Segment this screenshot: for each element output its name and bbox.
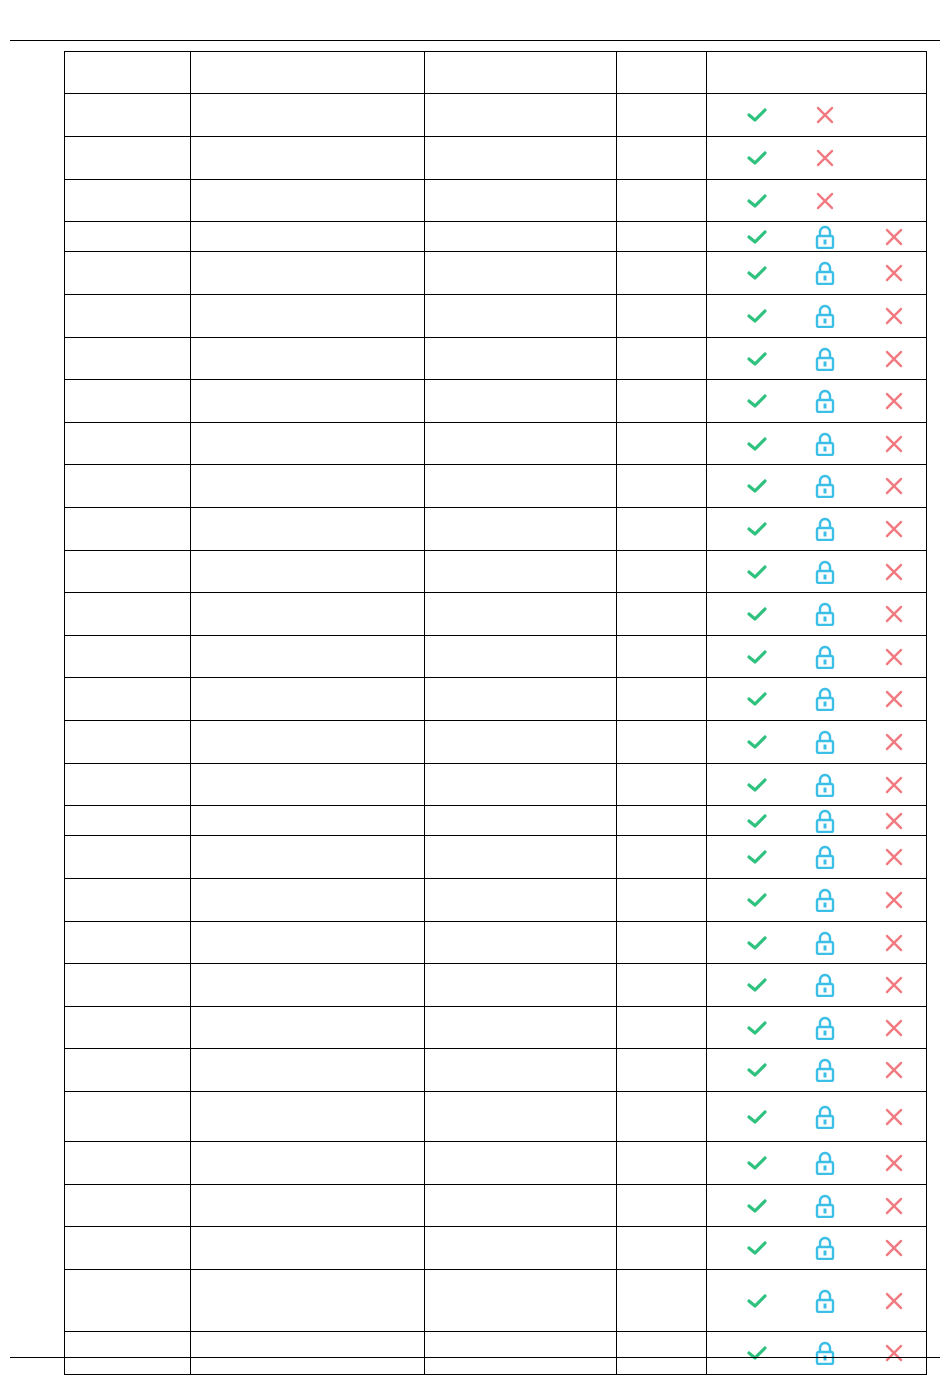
table-body — [65, 94, 927, 1375]
column-header — [707, 52, 927, 94]
close-icon[interactable] — [884, 933, 904, 953]
table-cell — [191, 222, 425, 252]
actions-cell — [707, 508, 927, 551]
check-icon[interactable] — [747, 193, 767, 209]
check-icon[interactable] — [747, 308, 767, 324]
check-icon[interactable] — [747, 935, 767, 951]
check-icon[interactable] — [747, 351, 767, 367]
check-icon[interactable] — [747, 521, 767, 537]
table-cell — [191, 1092, 425, 1142]
close-icon[interactable] — [815, 105, 835, 125]
table-cell — [191, 1185, 425, 1227]
table-cell — [425, 1227, 617, 1270]
close-icon[interactable] — [815, 148, 835, 168]
table-row — [65, 922, 927, 964]
lock-icon[interactable] — [815, 645, 835, 669]
check-icon[interactable] — [747, 393, 767, 409]
close-icon[interactable] — [884, 306, 904, 326]
table-row — [65, 137, 927, 180]
table-row — [65, 551, 927, 593]
lock-icon[interactable] — [815, 773, 835, 797]
lock-icon[interactable] — [815, 1289, 835, 1313]
table-cell — [617, 551, 707, 593]
table-row — [65, 678, 927, 721]
close-icon[interactable] — [884, 562, 904, 582]
table-cell — [425, 721, 617, 764]
actions-cell — [707, 338, 927, 380]
table-cell — [191, 1332, 425, 1375]
check-icon[interactable] — [747, 1198, 767, 1214]
close-icon[interactable] — [815, 191, 835, 211]
close-icon[interactable] — [884, 811, 904, 831]
table-row — [65, 879, 927, 922]
table-cell — [191, 295, 425, 338]
table-cell — [191, 1227, 425, 1270]
table-cell — [617, 836, 707, 879]
table-cell — [617, 222, 707, 252]
table-cell — [617, 678, 707, 721]
actions-cell — [707, 295, 927, 338]
check-icon[interactable] — [747, 1345, 767, 1361]
lock-icon[interactable] — [815, 888, 835, 912]
table-cell — [65, 593, 191, 636]
actions-cell — [707, 252, 927, 295]
table-cell — [617, 338, 707, 380]
table-row — [65, 1227, 927, 1270]
lock-icon[interactable] — [815, 1194, 835, 1218]
close-icon[interactable] — [884, 975, 904, 995]
table-cell — [425, 764, 617, 806]
table-cell — [191, 1007, 425, 1049]
table-cell — [65, 836, 191, 879]
actions-cell — [707, 551, 927, 593]
table-cell — [65, 508, 191, 551]
table-cell — [191, 508, 425, 551]
table-cell — [425, 551, 617, 593]
check-icon[interactable] — [747, 691, 767, 707]
table-cell — [425, 1185, 617, 1227]
table-cell — [191, 423, 425, 465]
table-cell — [425, 252, 617, 295]
check-icon[interactable] — [747, 777, 767, 793]
actions-cell — [707, 764, 927, 806]
table-cell — [425, 1270, 617, 1332]
table-cell — [617, 137, 707, 180]
table-cell — [65, 1142, 191, 1185]
lock-icon[interactable] — [815, 687, 835, 711]
table-cell — [425, 1332, 617, 1375]
table-cell — [65, 222, 191, 252]
lock-icon[interactable] — [815, 931, 835, 955]
table-row — [65, 964, 927, 1007]
table-cell — [617, 1092, 707, 1142]
table-cell — [191, 764, 425, 806]
table-cell — [425, 222, 617, 252]
actions-cell — [707, 1185, 927, 1227]
actions-cell — [707, 1049, 927, 1092]
table-cell — [425, 678, 617, 721]
table-row — [65, 465, 927, 508]
check-icon[interactable] — [747, 150, 767, 166]
table-cell — [191, 137, 425, 180]
close-icon[interactable] — [884, 434, 904, 454]
table-cell — [191, 721, 425, 764]
lock-icon[interactable] — [815, 1341, 835, 1365]
table-row — [65, 94, 927, 137]
table-cell — [617, 1227, 707, 1270]
table-cell — [191, 380, 425, 423]
table-cell — [617, 252, 707, 295]
table-cell — [425, 380, 617, 423]
table-cell — [617, 465, 707, 508]
table-row — [65, 222, 927, 252]
table-cell — [191, 252, 425, 295]
lock-icon[interactable] — [815, 474, 835, 498]
table-cell — [617, 1185, 707, 1227]
close-icon[interactable] — [884, 775, 904, 795]
check-icon[interactable] — [747, 229, 767, 245]
table-cell — [425, 137, 617, 180]
close-icon[interactable] — [884, 1060, 904, 1080]
table-cell — [425, 636, 617, 678]
table-cell — [65, 1049, 191, 1092]
table-row — [65, 1332, 927, 1375]
table-cell — [425, 1007, 617, 1049]
table-cell — [617, 295, 707, 338]
check-icon[interactable] — [747, 107, 767, 123]
table-cell — [191, 465, 425, 508]
close-icon[interactable] — [884, 1291, 904, 1311]
table-cell — [425, 295, 617, 338]
table-cell — [425, 1142, 617, 1185]
table-row — [65, 1007, 927, 1049]
table-cell — [617, 380, 707, 423]
lock-icon[interactable] — [815, 261, 835, 285]
lock-icon[interactable] — [815, 304, 835, 328]
actions-cell — [707, 222, 927, 252]
lock-icon[interactable] — [815, 809, 835, 833]
close-icon[interactable] — [884, 391, 904, 411]
table-cell — [65, 252, 191, 295]
table-row — [65, 338, 927, 380]
actions-cell — [707, 1270, 927, 1332]
table-cell — [65, 1227, 191, 1270]
table-cell — [425, 180, 617, 222]
close-icon[interactable] — [884, 604, 904, 624]
table-cell — [617, 764, 707, 806]
table-cell — [65, 922, 191, 964]
lock-icon[interactable] — [815, 845, 835, 869]
actions-cell — [707, 1142, 927, 1185]
table-cell — [65, 636, 191, 678]
table-cell — [425, 1092, 617, 1142]
table-cell — [617, 180, 707, 222]
check-icon[interactable] — [747, 1240, 767, 1256]
table-cell — [65, 764, 191, 806]
close-icon[interactable] — [884, 1343, 904, 1363]
close-icon[interactable] — [884, 263, 904, 283]
check-icon[interactable] — [747, 1020, 767, 1036]
lock-icon[interactable] — [815, 1236, 835, 1260]
table-row — [65, 1270, 927, 1332]
actions-cell — [707, 678, 927, 721]
table-cell — [617, 423, 707, 465]
actions-cell — [707, 964, 927, 1007]
close-icon[interactable] — [884, 349, 904, 369]
check-icon[interactable] — [747, 265, 767, 281]
lock-icon[interactable] — [815, 1058, 835, 1082]
table-row — [65, 593, 927, 636]
close-icon[interactable] — [884, 732, 904, 752]
table-cell — [191, 593, 425, 636]
table-cell — [425, 806, 617, 836]
table-row — [65, 636, 927, 678]
table-cell — [617, 508, 707, 551]
table-cell — [617, 636, 707, 678]
table-cell — [65, 964, 191, 1007]
table-row — [65, 180, 927, 222]
table-cell — [65, 94, 191, 137]
table-cell — [65, 1092, 191, 1142]
check-icon[interactable] — [747, 1062, 767, 1078]
actions-cell — [707, 806, 927, 836]
table-row — [65, 1185, 927, 1227]
actions-cell — [707, 465, 927, 508]
close-icon[interactable] — [884, 1018, 904, 1038]
close-icon[interactable] — [884, 227, 904, 247]
lock-icon[interactable] — [815, 432, 835, 456]
actions-cell — [707, 380, 927, 423]
table-cell — [65, 551, 191, 593]
check-icon[interactable] — [747, 478, 767, 494]
table-cell — [65, 678, 191, 721]
close-icon[interactable] — [884, 1107, 904, 1127]
table-cell — [65, 1270, 191, 1332]
actions-cell — [707, 836, 927, 879]
actions-cell — [707, 1092, 927, 1142]
table-cell — [191, 1270, 425, 1332]
table-cell — [65, 380, 191, 423]
table-cell — [191, 338, 425, 380]
footer-rule — [10, 1357, 940, 1358]
actions-cell — [707, 1332, 927, 1375]
table-cell — [425, 836, 617, 879]
column-header — [425, 52, 617, 94]
actions-cell — [707, 94, 927, 137]
column-header — [65, 52, 191, 94]
lock-icon[interactable] — [815, 1016, 835, 1040]
table-cell — [191, 551, 425, 593]
table-cell — [425, 879, 617, 922]
close-icon[interactable] — [884, 647, 904, 667]
table-cell — [425, 593, 617, 636]
actions-cell — [707, 593, 927, 636]
data-table — [64, 51, 927, 1375]
check-icon[interactable] — [747, 1109, 767, 1125]
table-cell — [617, 1142, 707, 1185]
lock-icon[interactable] — [815, 973, 835, 997]
lock-icon[interactable] — [815, 560, 835, 584]
actions-cell — [707, 922, 927, 964]
close-icon[interactable] — [884, 519, 904, 539]
table-cell — [191, 1142, 425, 1185]
check-icon[interactable] — [747, 436, 767, 452]
table-cell — [191, 1049, 425, 1092]
table-row — [65, 252, 927, 295]
table-cell — [425, 1049, 617, 1092]
check-icon[interactable] — [747, 813, 767, 829]
table-row — [65, 508, 927, 551]
table-row — [65, 380, 927, 423]
table-cell — [65, 806, 191, 836]
close-icon[interactable] — [884, 476, 904, 496]
table-row — [65, 806, 927, 836]
actions-cell — [707, 137, 927, 180]
lock-icon[interactable] — [815, 225, 835, 249]
actions-cell — [707, 1007, 927, 1049]
table-cell — [425, 508, 617, 551]
table-cell — [65, 180, 191, 222]
actions-cell — [707, 1227, 927, 1270]
table-cell — [65, 721, 191, 764]
table-row — [65, 423, 927, 465]
column-header — [191, 52, 425, 94]
check-icon[interactable] — [747, 564, 767, 580]
close-icon[interactable] — [884, 847, 904, 867]
column-header — [617, 52, 707, 94]
actions-cell — [707, 721, 927, 764]
close-icon[interactable] — [884, 1238, 904, 1258]
table-cell — [191, 836, 425, 879]
table-cell — [617, 922, 707, 964]
lock-icon[interactable] — [815, 1151, 835, 1175]
header-rule — [10, 40, 940, 41]
table-cell — [617, 1270, 707, 1332]
table-row — [65, 295, 927, 338]
check-icon[interactable] — [747, 1155, 767, 1171]
check-icon[interactable] — [747, 849, 767, 865]
table-cell — [191, 180, 425, 222]
table-cell — [425, 922, 617, 964]
table-cell — [617, 1007, 707, 1049]
table-cell — [65, 465, 191, 508]
table-row — [65, 1142, 927, 1185]
table-cell — [191, 636, 425, 678]
lock-icon[interactable] — [815, 389, 835, 413]
table-row — [65, 1092, 927, 1142]
table-cell — [191, 879, 425, 922]
table-cell — [425, 964, 617, 1007]
table-cell — [425, 465, 617, 508]
table-row — [65, 764, 927, 806]
table-cell — [617, 721, 707, 764]
table-cell — [425, 94, 617, 137]
table-cell — [617, 879, 707, 922]
table-row — [65, 721, 927, 764]
check-icon[interactable] — [747, 892, 767, 908]
table-cell — [65, 1185, 191, 1227]
table-cell — [425, 338, 617, 380]
check-icon[interactable] — [747, 977, 767, 993]
close-icon[interactable] — [884, 890, 904, 910]
check-icon[interactable] — [747, 1293, 767, 1309]
lock-icon[interactable] — [815, 730, 835, 754]
table-row — [65, 1049, 927, 1092]
actions-cell — [707, 636, 927, 678]
actions-cell — [707, 180, 927, 222]
actions-cell — [707, 879, 927, 922]
table-cell — [65, 137, 191, 180]
table-cell — [617, 806, 707, 836]
table-header-row — [65, 52, 927, 94]
table-cell — [191, 94, 425, 137]
table-cell — [191, 922, 425, 964]
table-cell — [191, 964, 425, 1007]
actions-cell — [707, 423, 927, 465]
table-cell — [617, 94, 707, 137]
table-cell — [191, 678, 425, 721]
table-cell — [65, 338, 191, 380]
check-icon[interactable] — [747, 606, 767, 622]
table-cell — [65, 1007, 191, 1049]
lock-icon[interactable] — [815, 517, 835, 541]
close-icon[interactable] — [884, 1153, 904, 1173]
table-cell — [617, 1332, 707, 1375]
lock-icon[interactable] — [815, 602, 835, 626]
table-row — [65, 836, 927, 879]
lock-icon[interactable] — [815, 347, 835, 371]
table-cell — [617, 1049, 707, 1092]
table-cell — [617, 593, 707, 636]
table-cell — [65, 1332, 191, 1375]
table-cell — [425, 423, 617, 465]
table-cell — [65, 423, 191, 465]
close-icon[interactable] — [884, 1196, 904, 1216]
table-cell — [65, 295, 191, 338]
table-cell — [191, 806, 425, 836]
lock-icon[interactable] — [815, 1105, 835, 1129]
check-icon[interactable] — [747, 734, 767, 750]
check-icon[interactable] — [747, 649, 767, 665]
table-cell — [65, 879, 191, 922]
close-icon[interactable] — [884, 689, 904, 709]
table-cell — [617, 964, 707, 1007]
